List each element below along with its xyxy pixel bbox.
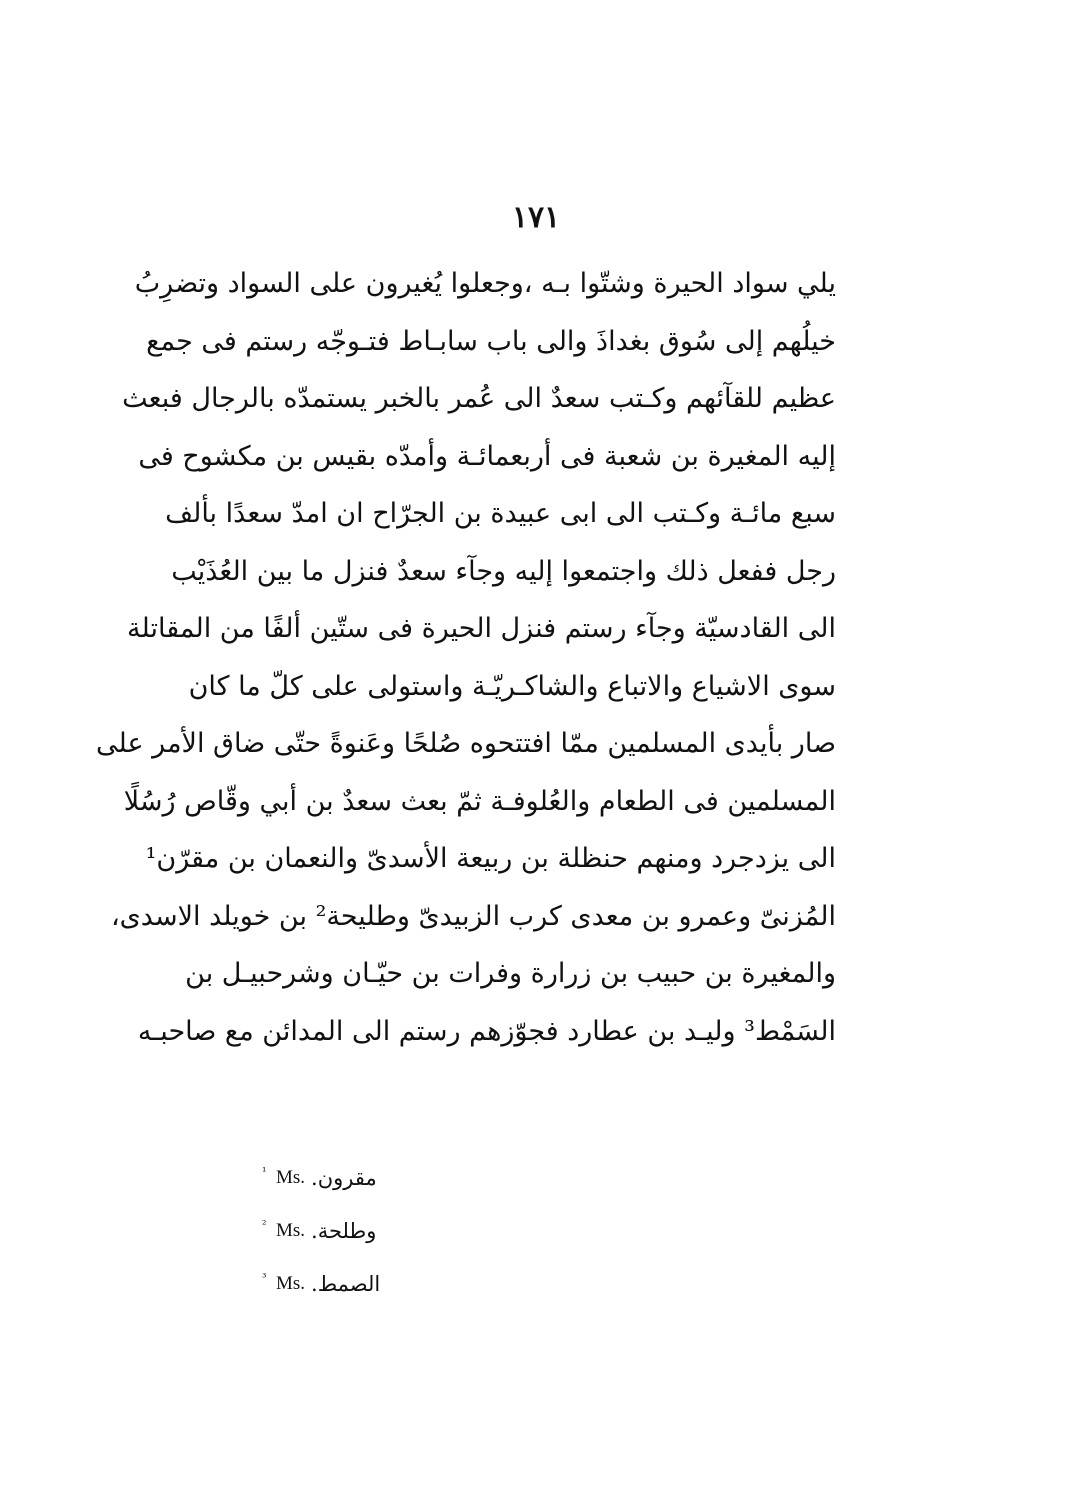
text-line: رجل ففعل ذلك واجتمعوا إليه وجآء سعدٌ فنزل ما بين العُذَيْب <box>171 555 836 587</box>
text-line: الى القادسيّة وجآء رستم فنزل الحيرة فى ستّين ألفًا من المقاتلة <box>127 613 836 644</box>
footnote-marker: ¹ <box>262 1165 267 1178</box>
footnote-marker: ² <box>262 1218 267 1231</box>
text-line: إليه المغيرة بن شعبة فى أربعمائـة وأمدّه بقيس بن مكشوح فى <box>138 440 836 472</box>
text-line: سوى الاشياع والاتباع والشاكـريّـة واستولى على كلّ ما كان <box>188 670 836 702</box>
footnote-ms-label: Ms. <box>276 1167 306 1188</box>
text-line: الى يزدجرد ومنهم حنظلة بن ربيعة الأسدىّ والنعمان بن مقرّن¹ <box>145 843 836 874</box>
footnote <box>262 1163 380 1216</box>
text-line: خيلُهم إلى سُوق بغداذَ والى باب سابـاط فتـوجّه رستم فى جمع <box>146 325 836 357</box>
text-line: المُزنىّ وعمرو بن معدى كرب الزبيدىّ وطليحة² بن خويلد الاسدى، <box>110 900 836 932</box>
text-line: والمغيرة بن حبيب بن زرارة وفرات بن حيّـان وشرحبيـل بن <box>185 958 836 989</box>
text-line: عظيم للقآئهم وكـتب سعدٌ الى عُمر بالخبر يستمدّه بالرجال فبعث <box>122 383 836 414</box>
footnote-ms-label: Ms. <box>276 1220 306 1241</box>
footnote-ms-label: Ms. <box>276 1273 306 1294</box>
text-line: المسلمين فى الطعام والعُلوفـة ثمّ بعث سعدٌ بن أبي وقّاص رُسُلًا <box>123 785 836 817</box>
footnote <box>262 1269 380 1322</box>
page-number: ١٧١ <box>511 200 561 235</box>
footnote-variant: وطلحة. <box>311 1219 377 1243</box>
footnote-marker: ³ <box>262 1271 267 1284</box>
body-text <box>96 255 836 1060</box>
text-line: سبع مائـة وكـتب الى ابى عبيدة بن الجرّاح ان امدّ سعدًا بألف <box>165 498 836 529</box>
text-line: السَمْط³ وليـد بن عطارد فجوّزهم رستم الى المدائن مع صاحبـه <box>137 1015 836 1047</box>
footnote-variant: مقرون. <box>311 1166 377 1190</box>
text-line: صار بأيدى المسلمين ممّا افتتحوه صُلحًا وعَنوةً حتّى ضاق الأمر على <box>96 728 836 759</box>
text-line: يلي سواد الحيرة وشتّوا بـه ،وجعلوا يُغيرون على السواد وتضرِبُ <box>134 268 836 299</box>
footnote-variant: الصمط. <box>311 1272 381 1296</box>
footnotes <box>262 1163 380 1322</box>
footnote <box>262 1216 380 1269</box>
